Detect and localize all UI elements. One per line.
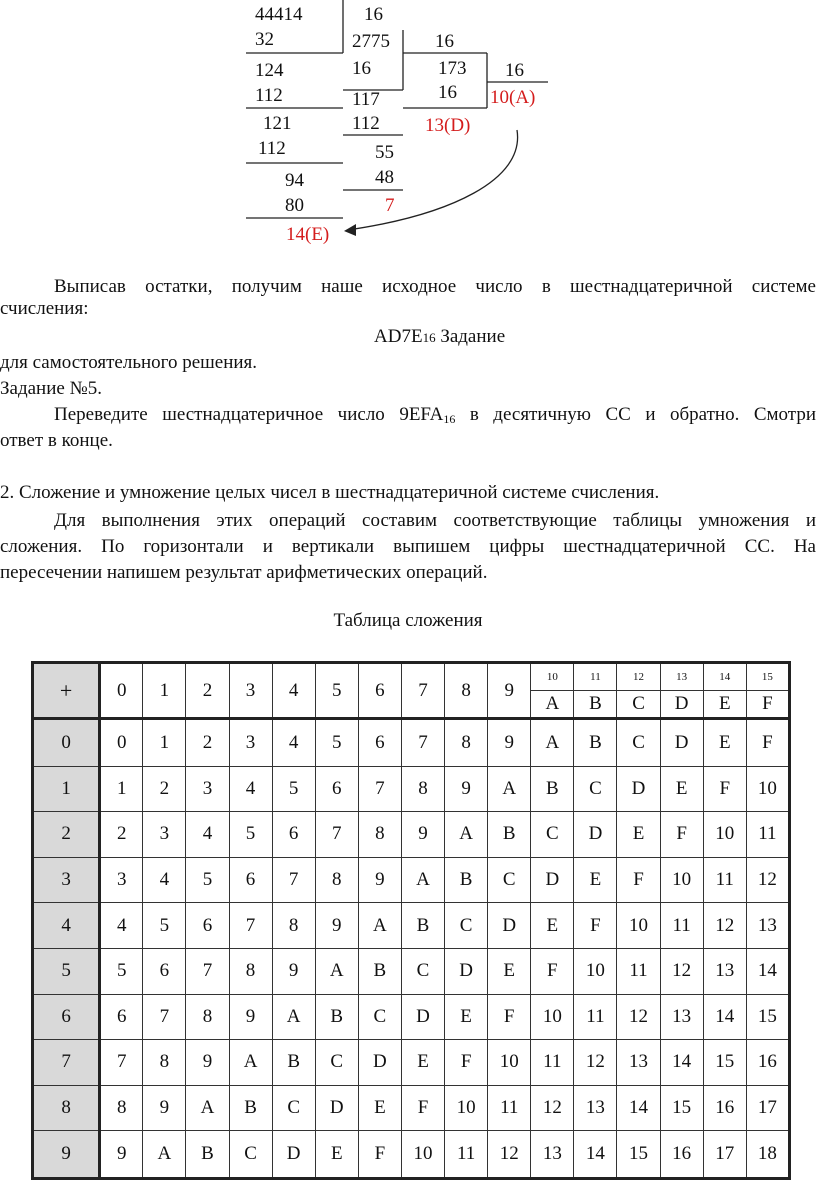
div-55: 55 (375, 142, 394, 163)
table-cell: 10 (531, 994, 574, 1040)
paragraph-remainders: Выписав остатки, получим наше исходное число в шестнадцатеричной системе (54, 276, 816, 297)
table-cell: 3 (143, 812, 186, 858)
table-cell: 8 (143, 1040, 186, 1086)
table-cell: 9 (315, 903, 358, 949)
table-cell: 11 (746, 812, 789, 858)
table-cell: B (488, 812, 531, 858)
col-header-decimal: 10 (531, 663, 574, 691)
div-remainder-10A: 10(A) (490, 87, 536, 108)
table-cell: 6 (358, 719, 401, 767)
section-paragraph-line-3: пересечении напишем результат арифметических операций. (0, 562, 488, 583)
table-cell: 3 (100, 857, 143, 903)
table-cell: A (315, 948, 358, 994)
table-cell: 8 (229, 948, 272, 994)
table-cell: 1 (143, 719, 186, 767)
row-header: 7 (33, 1040, 100, 1086)
table-cell: 8 (315, 857, 358, 903)
table-cell: 7 (186, 948, 229, 994)
table-cell: F (703, 766, 746, 812)
table-cell: 14 (574, 1131, 617, 1179)
table-cell: 10 (660, 857, 703, 903)
table-row (33, 719, 790, 767)
table-cell: B (186, 1131, 229, 1179)
task-text-end: ответ в конце. (0, 430, 113, 451)
div-16-sub: 16 (438, 82, 457, 103)
table-cell: 16 (703, 1085, 746, 1131)
table-cell: 5 (272, 766, 315, 812)
table-cell: C (445, 903, 488, 949)
div-divisor-2: 16 (435, 31, 454, 52)
table-cell: 11 (574, 994, 617, 1040)
table-row (33, 1085, 790, 1131)
table-row (33, 857, 790, 903)
row-header: 5 (33, 948, 100, 994)
col-header: 2 (186, 663, 229, 719)
table-cell: 7 (100, 1040, 143, 1086)
table-cell: 5 (143, 903, 186, 949)
div-dividend: 44414 (255, 4, 303, 25)
col-header-hex: D (660, 691, 703, 719)
row-header: 0 (33, 719, 100, 767)
table-cell: 6 (186, 903, 229, 949)
table-cell: C (574, 766, 617, 812)
table-cell: C (229, 1131, 272, 1179)
div-16-under: 16 (352, 58, 371, 79)
table-row (33, 903, 790, 949)
table-cell: 8 (186, 994, 229, 1040)
table-cell: C (617, 719, 660, 767)
table-cell: B (401, 903, 444, 949)
table-row (33, 948, 790, 994)
table-cell: 15 (746, 994, 789, 1040)
result-tail: Задание (435, 326, 506, 347)
div-112-2: 112 (352, 113, 380, 134)
table-row (33, 812, 790, 858)
table-cell: 11 (617, 948, 660, 994)
table-cell: F (358, 1131, 401, 1179)
table-cell: 5 (229, 812, 272, 858)
row-header: 6 (33, 994, 100, 1040)
row-header: 3 (33, 857, 100, 903)
col-header-decimal: 12 (617, 663, 660, 691)
table-cell: 6 (143, 948, 186, 994)
table-cell: 6 (272, 812, 315, 858)
table-cell: B (272, 1040, 315, 1086)
table-cell: 14 (660, 1040, 703, 1086)
table-cell: D (488, 903, 531, 949)
table-cell: 13 (660, 994, 703, 1040)
table-cell: D (358, 1040, 401, 1086)
table-cell: D (660, 719, 703, 767)
table-cell: C (272, 1085, 315, 1131)
table-cell: D (617, 766, 660, 812)
table-cell: 12 (703, 903, 746, 949)
div-94: 94 (285, 170, 304, 191)
row-header: 8 (33, 1085, 100, 1131)
table-cell: 17 (746, 1085, 789, 1131)
table-cell: 17 (703, 1131, 746, 1179)
table-cell: D (445, 948, 488, 994)
table-cell: D (315, 1085, 358, 1131)
task-text-sub: 16 (443, 412, 456, 426)
table-cell: B (574, 719, 617, 767)
table-cell: E (617, 812, 660, 858)
result-number: AD7E (374, 326, 423, 347)
table-cell: 9 (401, 812, 444, 858)
table-cell: 7 (229, 903, 272, 949)
table-cell: D (401, 994, 444, 1040)
table-cell: 13 (703, 948, 746, 994)
table-cell: 7 (358, 766, 401, 812)
table-cell: 9 (229, 994, 272, 1040)
table-cell: 13 (746, 903, 789, 949)
table-cell: 4 (272, 719, 315, 767)
div-121: 121 (263, 113, 292, 134)
table-cell: 4 (229, 766, 272, 812)
section-heading: 2. Сложение и умножение целых чисел в шестнадцатеричной системе счисления. (0, 482, 660, 503)
col-header: 8 (445, 663, 488, 719)
div-remainder-13D: 13(D) (425, 115, 471, 136)
table-cell: 13 (531, 1131, 574, 1179)
table-cell: 16 (660, 1131, 703, 1179)
result-line (374, 326, 505, 349)
table-cell: 8 (401, 766, 444, 812)
table-cell: 4 (186, 812, 229, 858)
col-header-hex: F (746, 691, 789, 719)
table-cell: 6 (315, 766, 358, 812)
arrow-head (344, 224, 356, 236)
table-cell: 8 (100, 1085, 143, 1131)
paragraph-remainders-end: счисления: (0, 298, 89, 319)
table-cell: E (488, 948, 531, 994)
table-cell: 5 (315, 719, 358, 767)
arrow-curve (348, 130, 518, 230)
col-header-hex: B (574, 691, 617, 719)
table-cell: 2 (186, 719, 229, 767)
table-cell: 15 (617, 1131, 660, 1179)
div-divisor-1: 16 (364, 4, 383, 25)
table-cell: 10 (445, 1085, 488, 1131)
table-cell: F (488, 994, 531, 1040)
col-header-hex: E (703, 691, 746, 719)
table-cell: 12 (660, 948, 703, 994)
table-cell: 12 (574, 1040, 617, 1086)
table-cell: 5 (186, 857, 229, 903)
col-header-hex: A (531, 691, 574, 719)
result-subscript: 16 (422, 330, 436, 345)
table-cell: 7 (315, 812, 358, 858)
table-cell: 13 (574, 1085, 617, 1131)
table-cell: A (229, 1040, 272, 1086)
div-48: 48 (375, 167, 394, 188)
col-header: 9 (488, 663, 531, 719)
table-cell: 6 (100, 994, 143, 1040)
table-cell: 10 (488, 1040, 531, 1086)
table-cell: 2 (143, 766, 186, 812)
div-117: 117 (352, 89, 380, 110)
table-cell: 10 (703, 812, 746, 858)
div-remainder-14E: 14(E) (286, 224, 330, 245)
table-cell: E (401, 1040, 444, 1086)
table-cell: 4 (143, 857, 186, 903)
col-header: 1 (143, 663, 186, 719)
table-cell: D (574, 812, 617, 858)
col-header-decimal: 14 (703, 663, 746, 691)
div-124: 124 (255, 60, 284, 81)
table-cell: 10 (401, 1131, 444, 1179)
table-cell: A (445, 812, 488, 858)
table-cell: E (531, 903, 574, 949)
table-cell: 9 (186, 1040, 229, 1086)
table-cell: 9 (143, 1085, 186, 1131)
table-cell: 11 (445, 1131, 488, 1179)
table-cell: A (186, 1085, 229, 1131)
table-cell: B (531, 766, 574, 812)
table-cell: C (358, 994, 401, 1040)
col-header-decimal: 13 (660, 663, 703, 691)
table-cell: A (531, 719, 574, 767)
task-text-post: в десятичную СС и обратно. Смотри (455, 404, 816, 425)
table-cell: 8 (445, 719, 488, 767)
table-cell: 13 (617, 1040, 660, 1086)
div-remainder-7: 7 (385, 195, 395, 216)
table-cell: F (617, 857, 660, 903)
div-80: 80 (285, 195, 304, 216)
div-112-3: 112 (258, 138, 286, 159)
table-cell: 8 (358, 812, 401, 858)
table-cell: 15 (660, 1085, 703, 1131)
table-cell: 7 (401, 719, 444, 767)
row-header: 1 (33, 766, 100, 812)
addition-table (31, 661, 791, 1180)
table-cell: 11 (703, 857, 746, 903)
task-text (0, 404, 816, 426)
table-cell: 14 (617, 1085, 660, 1131)
table-cell: C (315, 1040, 358, 1086)
table-row (33, 766, 790, 812)
table-cell: E (358, 1085, 401, 1131)
table-cell: E (315, 1131, 358, 1179)
table-cell: D (531, 857, 574, 903)
table-row (33, 1131, 790, 1179)
table-cell: 3 (186, 766, 229, 812)
table-cell: 10 (574, 948, 617, 994)
row-header: 4 (33, 903, 100, 949)
table-cell: 9 (100, 1131, 143, 1179)
table-cell: F (746, 719, 789, 767)
table-cell: A (358, 903, 401, 949)
table-cell: E (703, 719, 746, 767)
table-cell: 15 (703, 1040, 746, 1086)
table-cell: 11 (488, 1085, 531, 1131)
table-cell: C (531, 812, 574, 858)
table-cell: 10 (746, 766, 789, 812)
table-cell: C (488, 857, 531, 903)
col-header: 3 (229, 663, 272, 719)
table-corner: + (33, 663, 100, 719)
col-header-decimal: 11 (574, 663, 617, 691)
col-header: 7 (401, 663, 444, 719)
table-cell: 6 (229, 857, 272, 903)
table-cell: 9 (445, 766, 488, 812)
table-cell: 11 (531, 1040, 574, 1086)
table-cell: F (445, 1040, 488, 1086)
table-cell: 8 (272, 903, 315, 949)
table-cell: 1 (100, 766, 143, 812)
table-cell: F (574, 903, 617, 949)
col-header: 6 (358, 663, 401, 719)
task-text-pre: Переведите шестнадцатеричное число 9EFA (54, 404, 444, 425)
div-sub-32: 32 (255, 29, 274, 50)
division-lines (0, 0, 816, 250)
row-header: 2 (33, 812, 100, 858)
section-paragraph-line-1: Для выполнения этих операций составим соответствующие таблицы умножения и (54, 510, 816, 531)
table-caption: Таблица сложения (333, 610, 483, 631)
table-cell: A (272, 994, 315, 1040)
table-cell: 3 (229, 719, 272, 767)
col-header: 5 (315, 663, 358, 719)
table-cell: 18 (746, 1131, 789, 1179)
table-cell: 9 (272, 948, 315, 994)
table-cell: B (315, 994, 358, 1040)
table-cell: 5 (100, 948, 143, 994)
table-cell: 2 (100, 812, 143, 858)
div-112-1: 112 (255, 85, 283, 106)
table-cell: 10 (617, 903, 660, 949)
table-cell: E (574, 857, 617, 903)
table-cell: 12 (746, 857, 789, 903)
table-cell: 16 (746, 1040, 789, 1086)
table-cell: A (488, 766, 531, 812)
table-cell: B (358, 948, 401, 994)
table-cell: F (531, 948, 574, 994)
table-cell: 7 (272, 857, 315, 903)
table-cell: E (445, 994, 488, 1040)
table-cell: 12 (617, 994, 660, 1040)
col-header: 0 (100, 663, 143, 719)
table-cell: A (401, 857, 444, 903)
table-cell: 14 (746, 948, 789, 994)
div-quotient-1: 2775 (352, 31, 390, 52)
table-cell: 12 (488, 1131, 531, 1179)
table-cell: F (660, 812, 703, 858)
table-cell: F (401, 1085, 444, 1131)
paragraph-self-study: для самостоятельного решения. (0, 352, 258, 373)
table-row (33, 994, 790, 1040)
table-cell: E (660, 766, 703, 812)
table-cell: D (272, 1131, 315, 1179)
task-heading: Задание №5. (0, 378, 102, 399)
table-cell: C (401, 948, 444, 994)
table-cell: 7 (143, 994, 186, 1040)
col-header-hex: C (617, 691, 660, 719)
table-row (33, 1040, 790, 1086)
col-header-decimal: 15 (746, 663, 789, 691)
table-cell: 12 (531, 1085, 574, 1131)
row-header: 9 (33, 1131, 100, 1179)
table-cell: 9 (358, 857, 401, 903)
table-cell: 9 (488, 719, 531, 767)
table-cell: B (229, 1085, 272, 1131)
div-quotient-2: 173 (438, 58, 467, 79)
table-cell: 11 (660, 903, 703, 949)
div-divisor-3: 16 (505, 60, 524, 81)
table-cell: 0 (100, 719, 143, 767)
table-cell: 4 (100, 903, 143, 949)
table-cell: 14 (703, 994, 746, 1040)
table-cell: B (445, 857, 488, 903)
section-paragraph-line-2: сложения. По горизонтали и вертикали выпишем цифры шестнадцатеричной СС. На (0, 536, 816, 557)
col-header: 4 (272, 663, 315, 719)
table-cell: A (143, 1131, 186, 1179)
